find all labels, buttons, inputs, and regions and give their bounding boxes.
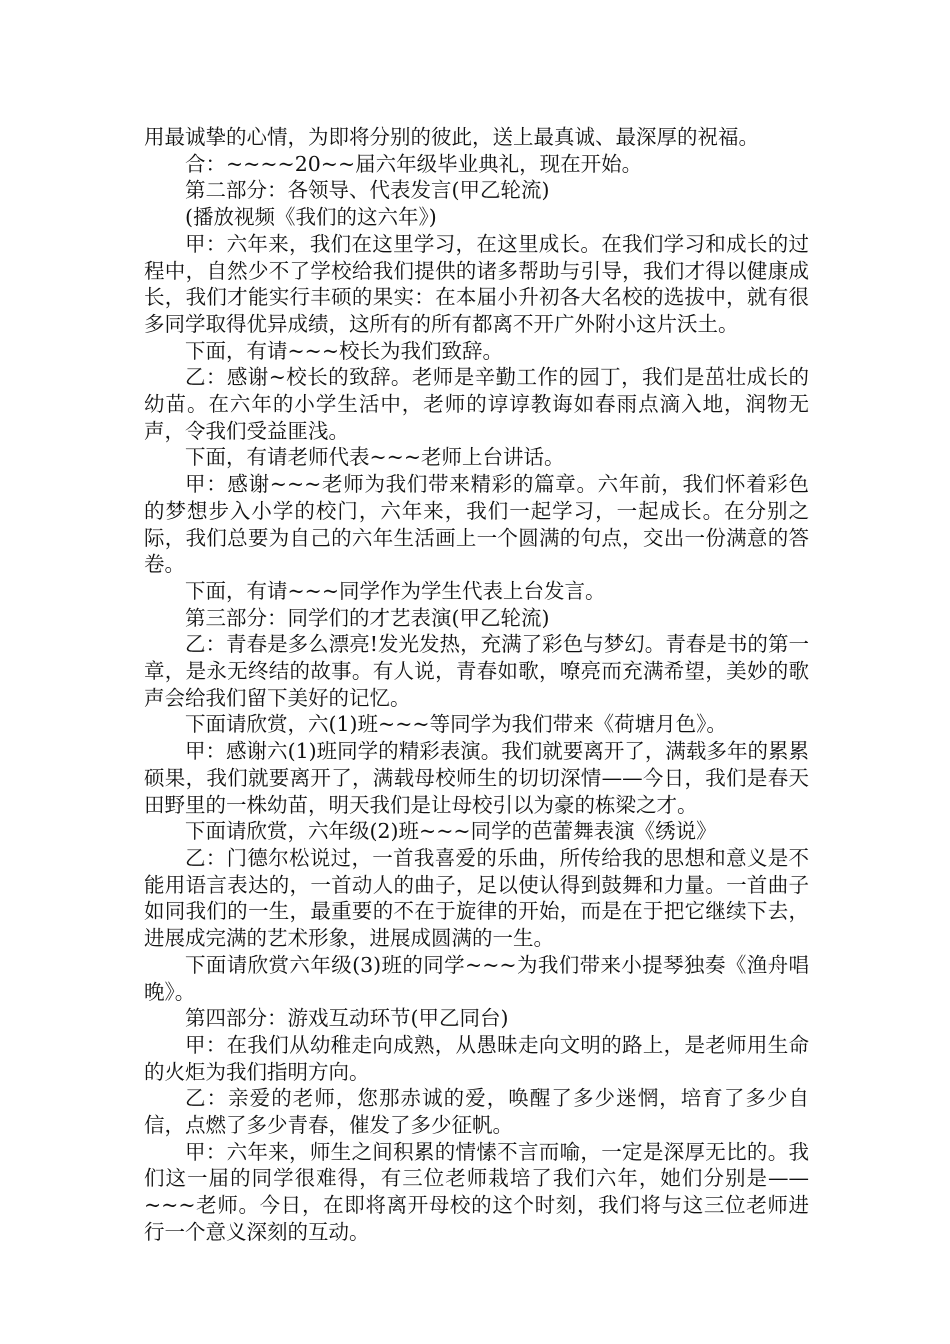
paragraph: 下面，有请~~~同学作为学生代表上台发言。	[185, 578, 606, 603]
paragraph: 甲：感谢~~~老师为我们带来精彩的篇章。六年前，我们怀着彩色的梦想步入小学的校门，六年来，我们一起学习，一起成长。在分别之际，我们总要为自己的六年生活画上一个圆满的句点，交出一份满意的答卷。	[144, 472, 809, 577]
paragraph: 乙：青春是多么漂亮!发光发热，充满了彩色与梦幻。青春是书的第一章，是永无终结的故事。有人说，青春如歌，嘹亮而充满希望，美妙的歌声会给我们留下美好的记忆。	[144, 632, 809, 710]
paragraph: 甲：六年来，师生之间积累的情愫不言而喻，一定是深厚无比的。我们这一届的同学很难得，有三位老师栽培了我们六年，她们分别是——~~~老师。今日，在即将离开母校的这个时刻，我们将与这三位老师进行一个意义深刻的互动。	[144, 1139, 809, 1244]
paragraph: 下面，有请老师代表~~~老师上台讲话。	[185, 445, 565, 470]
paragraph: 甲：在我们从幼稚走向成熟，从愚昧走向文明的路上，是老师用生命的火炬为我们指明方向。	[144, 1032, 809, 1084]
paragraph: 下面请欣赏六年级(3)班的同学~~~为我们带来小提琴独奏《渔舟唱晚》。	[144, 952, 809, 1004]
section-heading: 第二部分：各领导、代表发言(甲乙轮流)	[185, 178, 550, 203]
paragraph: 合：~~~~20~~届六年级毕业典礼，现在开始。	[185, 151, 643, 176]
paragraph: 用最诚挚的心情，为即将分别的彼此，送上最真诚、最深厚的祝福。	[144, 125, 759, 149]
paragraph: (播放视频《我们的这六年》)	[185, 205, 437, 230]
paragraph: 甲：感谢六(1)班同学的精彩表演。我们就要离开了，满载多年的累累硕果，我们就要离开了，满载母校师生的切切深情——今日，我们是春天田野里的一株幼苗，明天我们是让母校引以为豪的栋梁之才。	[144, 739, 809, 817]
paragraph: 下面请欣赏，六(1)班~~~等同学为我们带来《荷塘月色》。	[185, 712, 727, 737]
section-heading: 第四部分：游戏互动环节(甲乙同台)	[185, 1006, 509, 1031]
paragraph: 甲：六年来，我们在这里学习，在这里成长。在我们学习和成长的过程中，自然少不了学校给我们提供的诸多帮助与引导，我们才得以健康成长，我们才能实行丰硕的果实：在本届小升初各大名校的选拔中，就有很多同学取得优异成绩，这所有的所有都离不开广外附小这片沃土。	[144, 231, 809, 336]
paragraph: 乙：亲爱的老师，您那赤诚的爱，唤醒了多少迷惘，培育了多少自信，点燃了多少青春，催发了多少征帆。	[144, 1086, 809, 1138]
paragraph: 下面，有请~~~校长为我们致辞。	[185, 338, 504, 363]
paragraph: 下面请欣赏，六年级(2)班~~~同学的芭蕾舞表演《绣说》	[185, 819, 717, 844]
document-body	[144, 124, 809, 1246]
paragraph: 乙：门德尔松说过，一首我喜爱的乐曲，所传给我的思想和意义是不能用语言表达的，一首动人的曲子，足以使认得到鼓舞和力量。一首曲子如同我们的一生，最重要的不在于旋律的开始，而是在于把它继续下去，进展成完满的艺术形象，进展成圆满的一生。	[144, 845, 809, 951]
paragraph: 乙：感谢~校长的致辞。老师是辛勤工作的园丁，我们是茁壮成长的幼苗。在六年的小学生活中，老师的谆谆教诲如春雨点滴入地，润物无声，令我们受益匪浅。	[144, 365, 809, 443]
section-heading: 第三部分：同学们的才艺表演(甲乙轮流)	[185, 605, 550, 630]
